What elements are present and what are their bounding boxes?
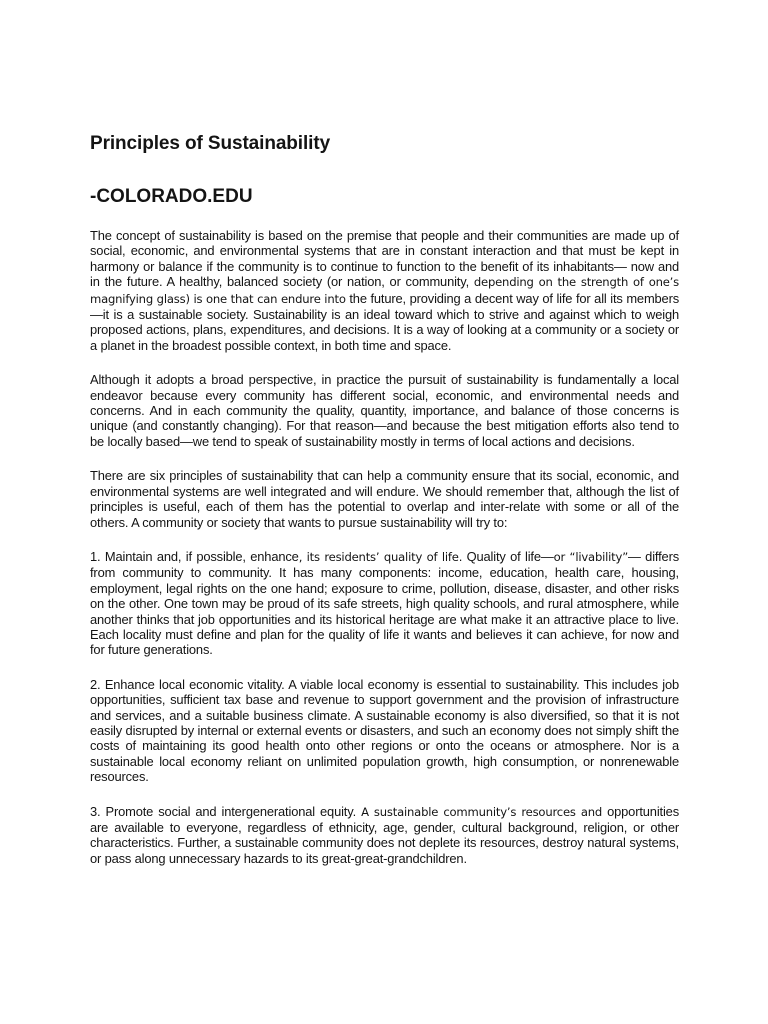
text-run: depending on the strength of one’s magnifying glass) is one that can endure into xyxy=(90,275,679,306)
text-run: , its residents’ quality of life. xyxy=(298,549,463,564)
text-run: Although it adopts a broad perspective, in practice the pursuit of sustainability is fundamentally a local endeavor because every community has different social, economic, and environmental needs and concerns. And in each community the quality, quantity, importance, and balance of those concerns is unique (and constantly changing). For that reason—and because the best mitigation efforts also tend to be locally based—we tend to speak of sustainability mostly in terms of local actions and decisions. xyxy=(90,372,679,449)
text-run: — differs from community to community. It has many components: income, education, health care, housing, employment, legal rights on the one hand; exposure to crime, pollution, disease, disaster, and other risks on the other. One town may be proud of its safe streets, high quality schools, and rural atmosphere, while another thinks that job opportunities and its historical heritage are what make it an attractive place to live. Each locality must define and plan for the quality of life it wants and believes it can achieve, for now and for future generations. xyxy=(90,548,680,658)
text-run: 2. Enhance local economic vitality. A viable local economy is essential to sustainability. This includes job opportunities, sufficient tax base and revenue to support government and the provision of infrastructure and services, and a suitable business climate. A sustainable economy is also diversified, so that it is not easily disrupted by internal or external events or disasters, and such an economy does not simply shift the costs of maintaining its good health onto other regions or onto the oceans or atmosphere. Nor is a sustainable local economy reliant on unlimited population growth, high consumption, or nonrenewable resources. xyxy=(90,676,679,785)
paragraph-concept xyxy=(90,228,679,353)
text-run: The concept of sustainability is based on the premise that people and their communities are made up of social, economic, and environmental systems that are in constant interaction and that must be kept in harmony or balance if the community is to continue to function to the benefit of its inhabitants— now and in the future. A healthy, balanced society (or nation, or community, xyxy=(90,228,679,290)
document-title: Principles of Sustainability xyxy=(90,133,331,154)
principle-1-quality-of-life xyxy=(90,549,679,658)
principle-2-economic-vitality xyxy=(90,677,679,785)
text-run: opportunities are available to everyone, regardless of ethnicity, age, gender, cultural background, religion, or other characteristics. Further, a sustainable community does not deplete its resources, destroy natural systems, or pass along unnecessary hazards to its great-great-grandchildren. xyxy=(90,803,679,866)
text-run: 1. Maintain and, if possible, enhance xyxy=(90,548,299,564)
paragraph-local-endeavor xyxy=(90,372,679,449)
text-run: or “livability” xyxy=(553,549,629,564)
document-page xyxy=(90,130,679,885)
text-run: the future, providing a decent way of life for all its members—it is a sustainable society. Sustainability is an ideal toward which to strive and against which to weigh proposed actions, plans, expenditures, and decisions. It is a way of looking at a community or a society or a planet in the broadest possible context, in both time and space. xyxy=(90,290,680,353)
paragraph-six-principles xyxy=(90,468,679,530)
text-run: 3. Promote social and intergenerational equity. xyxy=(90,803,362,819)
principle-3-social-equity xyxy=(90,804,679,867)
text-run: A sustainable community’s resources and xyxy=(361,804,603,819)
document-source: -COLORADO.EDU xyxy=(90,186,253,207)
text-run: There are six principles of sustainability that can help a community ensure that its social, economic, and environmental systems are well integrated and will endure. We should remember that, although the list of principles is useful, each of them has the potential to overlap and inter-relate with some or all of the others. A community or society that wants to pursue sustainability will try to: xyxy=(90,468,679,530)
text-run: Quality of life— xyxy=(462,548,554,564)
